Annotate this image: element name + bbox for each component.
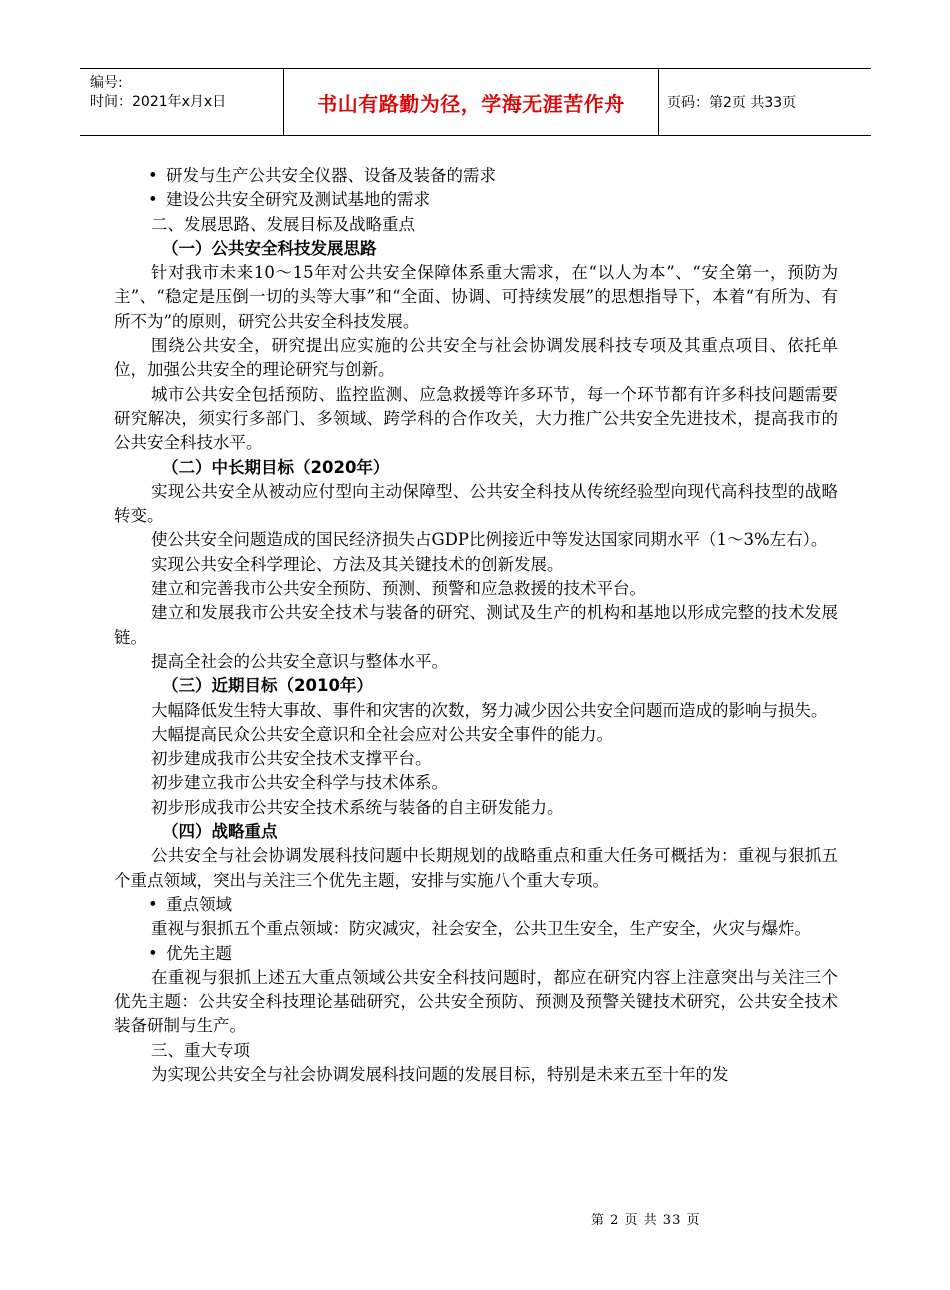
- header-meta: [80, 69, 283, 135]
- paragraph: 提高全社会的公共安全意识与整体水平。: [151, 651, 448, 671]
- paragraph: 初步形成我市公共安全技术系统与装备的自主研发能力。: [151, 797, 564, 817]
- bullet-dot-icon: •: [148, 894, 158, 914]
- paragraph: 围绕公共安全，研究提出应实施的公共安全与社会协调发展科技专项及其重点项目、依托单位，加强公共安全的理论研究与创新。: [114, 336, 838, 380]
- paragraph: 初步建成我市公共安全技术支撑平台。: [151, 749, 432, 769]
- paragraph: 大幅降低发生特大事故、事件和灾害的次数，努力减少因公共安全问题而造成的影响与损失。: [151, 700, 828, 720]
- document-body: [114, 164, 838, 1087]
- subsection-heading: （三）近期目标（2010年）: [162, 676, 373, 696]
- subsection-heading: （四）战略重点: [162, 822, 278, 842]
- section-heading: 二、发展思路、发展目标及战略重点: [151, 214, 415, 234]
- bullet-item: • 优先主题: [114, 942, 838, 966]
- header-page-info: 页码：第2页 共33页: [667, 95, 797, 111]
- paragraph: 建立和完善我市公共安全预防、预测、预警和应急救援的技术平台。: [151, 579, 646, 599]
- page-footer: 第 2 页 共 33 页: [591, 1213, 701, 1228]
- paragraph: 在重视与狠抓上述五大重点领域公共安全科技问题时，都应在研究内容上注意突出与关注三个优先主题：公共安全科技理论基础研究，公共安全预防、预测及预警关键技术研究，公共安全技术装备研制与生产。: [114, 967, 838, 1036]
- bullet-dot-icon: •: [148, 943, 158, 963]
- paragraph: 重视与狠抓五个重点领域：防灾减灾，社会安全，公共卫生安全，生产安全，火灾与爆炸。: [151, 919, 811, 939]
- bullet-item: • 建设公共安全研究及测试基地的需求: [114, 188, 838, 212]
- paragraph: 建立和发展我市公共安全技术与装备的研究、测试及生产的机构和基地以形成完整的技术发展链。: [114, 603, 838, 647]
- header-motto: 书山有路勤为径，学海无涯苦作舟: [283, 69, 659, 135]
- paragraph: 实现公共安全科学理论、方法及其关键技术的创新发展。: [151, 554, 564, 574]
- bullet-dot-icon: •: [148, 166, 158, 185]
- subsection-heading: （二）中长期目标（2020年）: [162, 457, 390, 477]
- bullet-dot-icon: •: [148, 190, 158, 210]
- paragraph: 公共安全与社会协调发展科技问题中长期规划的战略重点和重大任务可概括为：重视与狠抓五个重点领域，突出与关注三个优先主题，安排与实施八个重大专项。: [114, 846, 838, 890]
- paragraph: 针对我市未来10～15年对公共安全保障体系重大需求，在“以人为本”、“安全第一，预防为主”、“稳定是压倒一切的头等大事”和“全面、协调、可持续发展”的思想指导下，本着“有所为、有所不为”的原则，研究公共安全科技发展。: [114, 263, 838, 331]
- paragraph: 初步建立我市公共安全科学与技术体系。: [151, 773, 448, 793]
- paragraph: 大幅提高民众公共安全意识和全社会应对公共安全事件的能力。: [151, 724, 613, 744]
- document-number-label: 编号:: [90, 75, 123, 91]
- bullet-item: • 研发与生产公共安全仪器、设备及装备的需求: [114, 164, 838, 188]
- section-heading: 三、重大专项: [151, 1040, 250, 1060]
- document-time-label: 时间：2021年x月x日: [90, 94, 227, 110]
- paragraph: 城市公共安全包括预防、监控监测、应急救援等许多环节，每一个环节都有许多科技问题需要研究解决，须实行多部门、多领域、跨学科的合作攻关，大力推广公共安全先进技术，提高我市的公共安全科技水平。: [114, 384, 838, 453]
- subsection-heading: （一）公共安全科技发展思路: [162, 238, 377, 258]
- bullet-item: • 重点领域: [114, 893, 838, 917]
- paragraph: 实现公共安全从被动应付型向主动保障型、公共安全科技从传统经验型向现代高科技型的战略转变。: [114, 481, 838, 526]
- header-table: [80, 68, 871, 136]
- paragraph: 使公共安全问题造成的国民经济损失占GDP比例接近中等发达国家同期水平（1～3%左右）。: [151, 530, 828, 550]
- paragraph: 为实现公共安全与社会协调发展科技问题的发展目标，特别是未来五至十年的发: [151, 1064, 729, 1084]
